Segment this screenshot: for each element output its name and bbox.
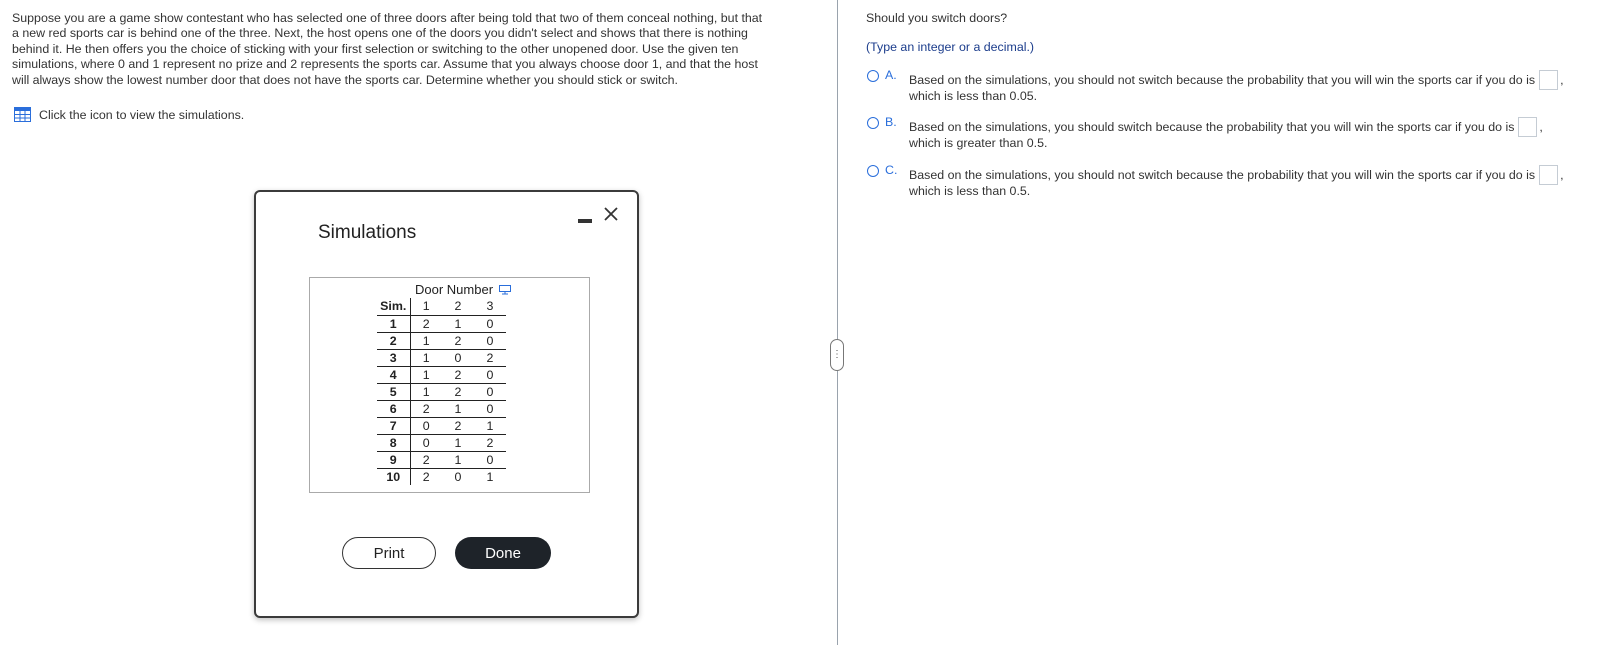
sim-number-cell: 8 <box>377 434 410 451</box>
question-line: a new red sports car is behind one of the three. Next, the host opens one of the doors you didn't select and shows that there is nothing <box>12 26 748 41</box>
copy-table-icon[interactable] <box>499 285 511 295</box>
door-value-cell: 1 <box>410 332 442 349</box>
view-simulations-link[interactable] <box>14 107 244 122</box>
door-column-header: 3 <box>474 298 506 315</box>
door-value-cell: 2 <box>442 366 474 383</box>
sim-number-cell: 1 <box>377 315 410 332</box>
door-value-cell: 1 <box>442 451 474 468</box>
table-row <box>377 451 506 468</box>
option-a-text: Based on the simulations, you should not switch because the probability that you will win the sports car if you do is <box>909 73 1536 87</box>
door-column-header: 2 <box>442 298 474 315</box>
door-value-cell: 2 <box>410 451 442 468</box>
door-value-cell: 0 <box>474 400 506 417</box>
answer-pane <box>866 0 1606 645</box>
option-c-answer-input[interactable] <box>1539 165 1558 185</box>
table-row <box>377 434 506 451</box>
door-value-cell: 0 <box>474 315 506 332</box>
door-value-cell: 1 <box>410 349 442 366</box>
print-button[interactable]: Print <box>342 537 436 569</box>
question-line: simulations, where 0 and 1 represent no prize and 2 represents the sports car. Assume that you always choose door 1, and that the host <box>12 57 758 72</box>
door-value-cell: 2 <box>474 349 506 366</box>
door-value-cell: 2 <box>410 400 442 417</box>
option-c-letter: C. <box>885 163 898 177</box>
option-c-suffix: , <box>1560 168 1564 182</box>
dialog-title: Simulations <box>318 222 417 243</box>
sim-number-cell: 6 <box>377 400 410 417</box>
option-a-answer-input[interactable] <box>1539 70 1558 90</box>
simulations-dialog <box>254 190 639 618</box>
table-row <box>377 315 506 332</box>
option-c-text: Based on the simulations, you should not switch because the probability that you will win the sports car if you do is <box>909 168 1536 182</box>
door-value-cell: 1 <box>442 434 474 451</box>
sim-number-cell: 9 <box>377 451 410 468</box>
handle-grip-icon: ⋮ <box>832 349 842 360</box>
sim-number-cell: 5 <box>377 383 410 400</box>
divider-handle[interactable] <box>830 339 844 371</box>
sim-number-cell: 7 <box>377 417 410 434</box>
question-line: Suppose you are a game show contestant who has selected one of three doors after being told that two of them conceal nothing, but that <box>12 11 763 25</box>
close-icon[interactable] <box>603 206 619 222</box>
answer-instruction: (Type an integer or a decimal.) <box>866 40 1035 54</box>
option-b-text-continued: which is greater than 0.5. <box>909 136 1048 150</box>
option-a-suffix: , <box>1560 73 1564 87</box>
door-value-cell: 0 <box>474 366 506 383</box>
table-row <box>377 400 506 417</box>
sim-number-cell: 2 <box>377 332 410 349</box>
option-b-suffix: , <box>1539 120 1543 134</box>
door-value-cell: 0 <box>474 332 506 349</box>
option-c-text-continued: which is less than 0.5. <box>909 184 1031 198</box>
table-row <box>377 468 506 485</box>
door-value-cell: 0 <box>474 451 506 468</box>
table-row <box>377 383 506 400</box>
minimize-button[interactable] <box>578 217 592 223</box>
sim-number-cell: 3 <box>377 349 410 366</box>
door-number-header <box>415 282 511 297</box>
door-value-cell: 0 <box>410 417 442 434</box>
question-line: will always show the lowest number door that does not have the sports car. Determine whether you should stick or switch. <box>12 72 678 87</box>
simulations-table-frame <box>309 277 590 493</box>
door-value-cell: 2 <box>442 417 474 434</box>
door-value-cell: 1 <box>410 366 442 383</box>
door-value-cell: 0 <box>454 469 462 484</box>
door-value-cell: 0 <box>410 434 442 451</box>
option-b-text: Based on the simulations, you should switch because the probability that you will win the sports car if you do is <box>909 120 1515 134</box>
table-row <box>377 417 506 434</box>
question-line: behind it. He then offers you the choice of sticking with your first selection or switching to the other unopened door. Use the given ten <box>12 41 739 56</box>
door-value-cell: 1 <box>410 383 442 400</box>
door-column-header: 1 <box>410 298 442 315</box>
simulations-table <box>377 298 506 485</box>
option-b-letter: B. <box>885 115 897 129</box>
door-value-cell: 0 <box>474 383 506 400</box>
door-value-cell: 2 <box>474 434 506 451</box>
question-prompt: Should you switch doors? <box>866 11 1008 25</box>
door-value-cell: 1 <box>442 400 474 417</box>
option-c-radio[interactable] <box>867 165 879 177</box>
table-header-row <box>377 298 506 315</box>
option-b-radio[interactable] <box>867 117 879 129</box>
door-value-cell: 1 <box>442 315 474 332</box>
table-icon[interactable] <box>14 107 31 122</box>
table-row <box>377 366 506 383</box>
option-a-radio[interactable] <box>867 70 879 82</box>
door-value-cell: 0 <box>442 349 474 366</box>
door-value-cell: 2 <box>422 469 430 484</box>
option-a-text-continued: which is less than 0.05. <box>909 89 1038 103</box>
table-row <box>377 349 506 366</box>
option-b-answer-input[interactable] <box>1518 117 1537 137</box>
done-button[interactable]: Done <box>455 537 551 569</box>
pane-divider <box>837 0 838 645</box>
minimize-icon <box>578 219 592 223</box>
sim-number-cell: 4 <box>377 366 410 383</box>
door-value-cell: 2 <box>442 383 474 400</box>
door-value-cell: 1 <box>486 469 494 484</box>
door-value-cell: 2 <box>410 315 442 332</box>
sim-number-cell: 10 <box>377 468 410 485</box>
question-text <box>12 11 812 88</box>
sim-column-header: Sim. <box>377 298 410 315</box>
door-value-cell: 2 <box>442 332 474 349</box>
option-a-letter: A. <box>885 68 897 82</box>
door-value-cell: 1 <box>474 417 506 434</box>
table-row <box>377 332 506 349</box>
door-number-label: Door Number <box>415 282 494 297</box>
view-simulations-label[interactable]: Click the icon to view the simulations. <box>39 107 245 122</box>
